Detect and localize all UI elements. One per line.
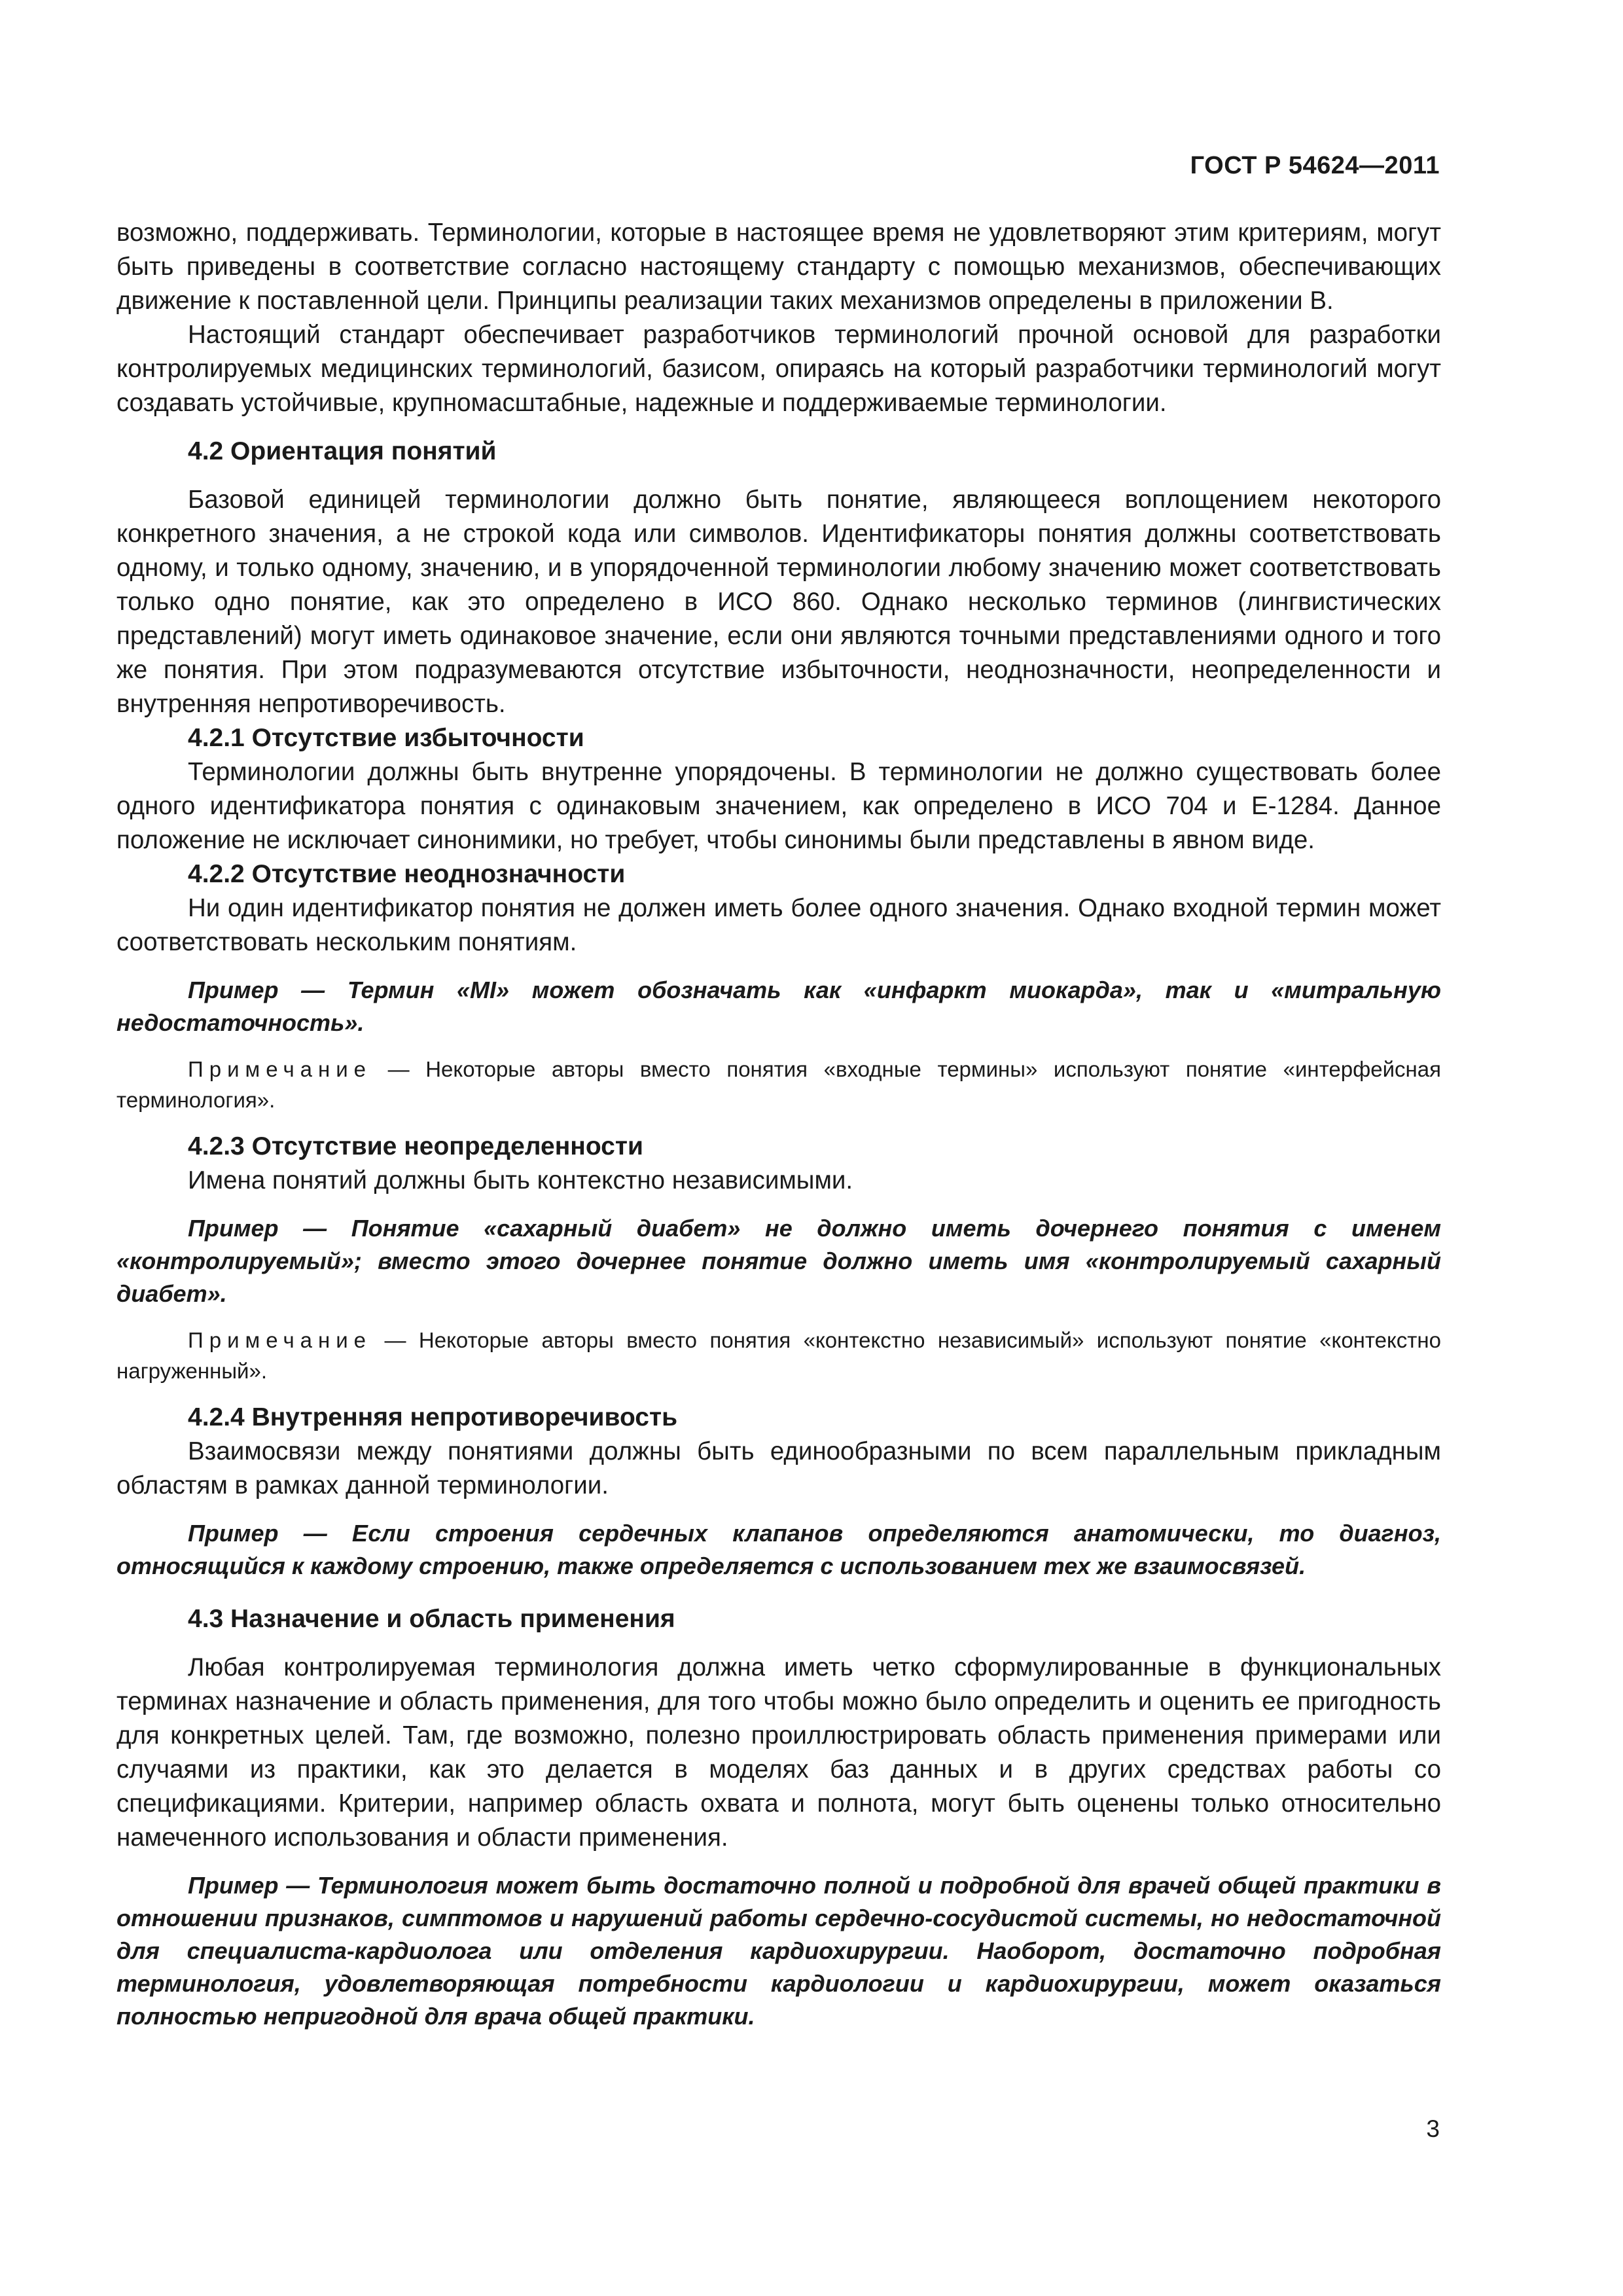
- section-heading-4-3: 4.3 Назначение и область применения: [188, 1605, 675, 1633]
- section-4-2-1-paragraph: Терминологии должны быть внутренне упорядочены. В терминологии не должно существовать более одного идентификатора понятия с одинаковым значением, как определено в ИСО 704 и Е-1284. Данное положение не исключает синонимики, но требует, чтобы синонимы были представлены в явном виде.: [116, 758, 1441, 854]
- intro-paragraph: Настоящий стандарт обеспечивает разработчиков терминологий прочной основой для разработки контролируемых медицинских терминологий, базисом, опираясь на который разработчики терминологий могут создавать устойчивые, крупномасштабные, надежные и поддерживаемые терминологии.: [116, 321, 1441, 417]
- note-4-2-3: [116, 1325, 1441, 1386]
- section-heading-4-2-1: 4.2.1 Отсутствие избыточности: [188, 724, 584, 752]
- standard-header: ГОСТ Р 54624—2011: [1190, 152, 1440, 179]
- note-4-2-2: [116, 1054, 1441, 1115]
- section-heading-4-2-2: 4.2.2 Отсутствие неоднозначности: [188, 860, 626, 888]
- section-heading-4-2-3: 4.2.3 Отсутствие неопределенности: [188, 1132, 643, 1160]
- example-4-3: Пример — Терминология может быть достаточно полной и подробной для врачей общей практики в отношении признаков, симптомов и нарушений работы сердечно-сосудистой системы, но недостаточной для специалиста-кардиолога или отделения кардиохирургии. Наоборот, достаточно подробная терминология, удовлетворяющая потребности кардиологии и кардиохирургии, может оказаться полностью непригодной для врача общей практики.: [116, 1872, 1441, 2030]
- section-4-2-2-paragraph: Ни один идентификатор понятия не должен иметь более одного значения. Однако входной термин может соответствовать нескольким понятиям.: [116, 894, 1441, 956]
- section-heading-4-2: 4.2 Ориентация понятий: [188, 437, 497, 465]
- example-4-2-2: Пример — Термин «MI» может обозначать как «инфаркт миокарда», так и «митральную недостаточность».: [116, 977, 1441, 1036]
- section-4-2-4-paragraph: Взаимосвязи между понятиями должны быть единообразными по всем параллельным прикладным областям в рамках данной терминологии.: [116, 1437, 1441, 1499]
- note-label: Примечание: [188, 1057, 372, 1081]
- example-4-2-3: Пример — Понятие «сахарный диабет» не должно иметь дочернего понятия с именем «контролируемый»; вместо этого дочернее понятие должно иметь имя «контролируемый сахарный диабет».: [116, 1215, 1441, 1307]
- intro-paragraph-continued: возможно, поддерживать. Терминологии, которые в настоящее время не удовлетворяют этим критериям, могут быть приведены в соответствие согласно настоящему стандарту с помощью механизмов, обеспечивающих движение к поставленной цели. Принципы реализации таких механизмов определены в приложении В.: [116, 219, 1441, 315]
- page-number: 3: [1426, 2115, 1440, 2142]
- example-4-2-4: Пример — Если строения сердечных клапанов определяются анатомически, то диагноз, относящийся к каждому строению, также определяется с использованием тех же взаимосвязей.: [116, 1520, 1441, 1579]
- section-heading-4-2-4: 4.2.4 Внутренняя непротиворечивость: [188, 1403, 678, 1431]
- note-text: — Некоторые авторы вместо понятия «входные термины» используют понятие «интерфейсная терминология».: [116, 1057, 1441, 1112]
- section-4-3-paragraph: Любая контролируемая терминология должна иметь четко сформулированные в функциональных терминах назначение и область применения, для того чтобы можно было определить и оценить ее пригодность для конкретных целей. Там, где возможно, полезно проиллюстрировать область применения примерами или случаями из практики, как это делается в моделях баз данных и в других средствах работы со спецификациями. Критерии, например область охвата и полнота, могут быть оценены только относительно намеченного использования и области применения.: [116, 1653, 1441, 1852]
- note-text: — Некоторые авторы вместо понятия «контекстно независимый» используют понятие «контекстно нагруженный».: [116, 1328, 1441, 1383]
- document-body: [116, 216, 1441, 2033]
- note-label: Примечание: [188, 1328, 372, 1352]
- section-4-2-3-paragraph: Имена понятий должны быть контекстно независимыми.: [188, 1166, 853, 1194]
- section-4-2-paragraph: Базовой единицей терминологии должно быть понятие, являющееся воплощением некоторого конкретного значения, а не строкой кода или символов. Идентификаторы понятия должны соответствовать одному, и только одному, значению, и в упорядоченной терминологии любому значению может соответствовать только одно понятие, как это определено в ИСО 860. Однако несколько терминов (лингвистических представлений) могут иметь одинаковое значение, если они являются точными представлениями одного и того же понятия. При этом подразумеваются отсутствие избыточности, неоднозначности, неопределенности и внутренняя непротиворечивость.: [116, 486, 1441, 718]
